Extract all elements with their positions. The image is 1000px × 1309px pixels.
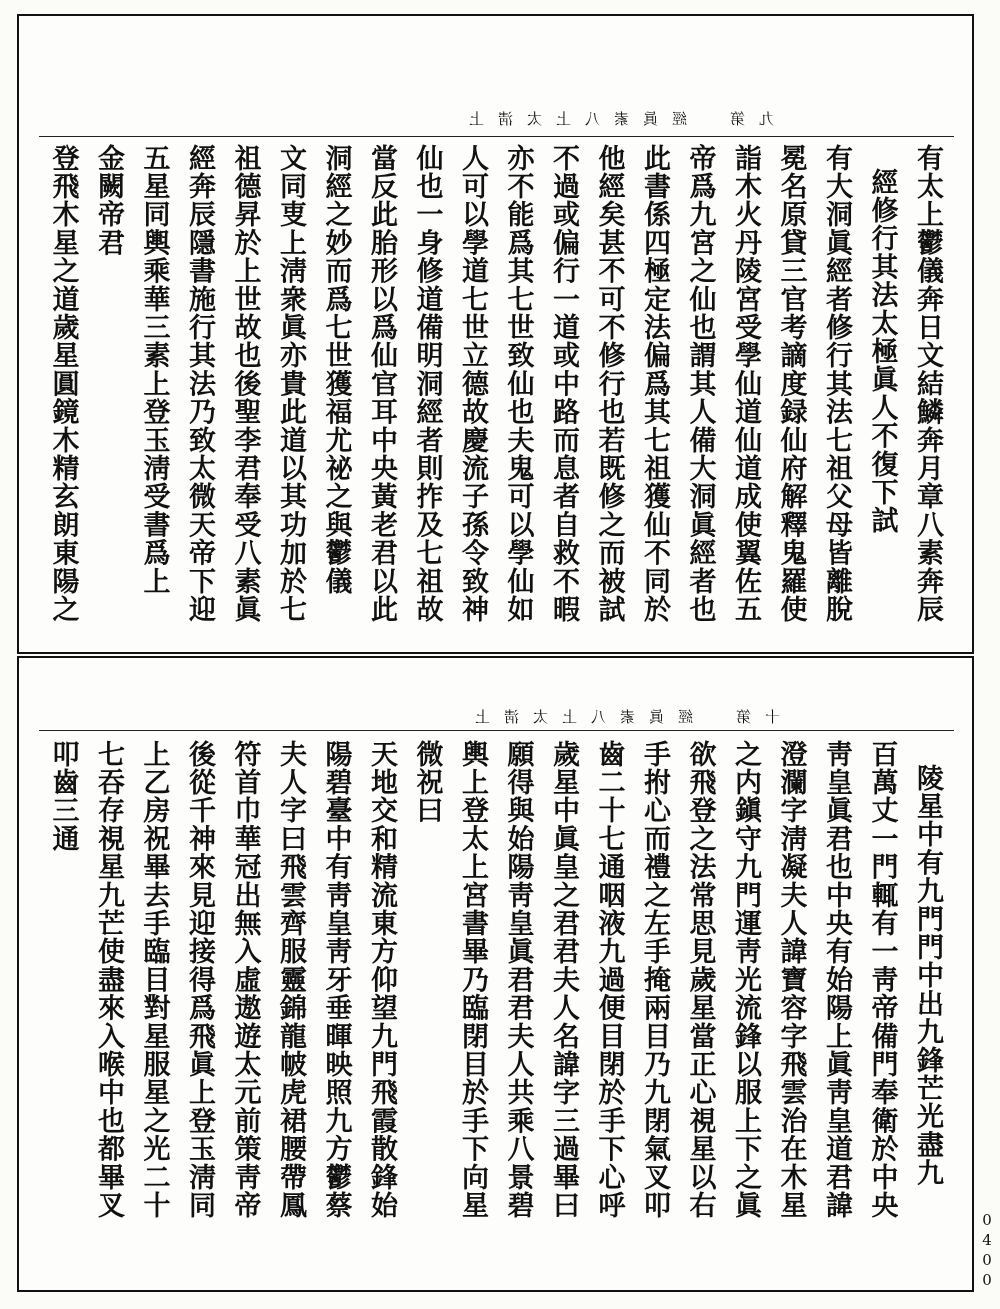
text-column: 登飛木星之道歲星圓鏡木精玄朗東陽之: [47, 144, 79, 624]
text-column: 人可以學道七世立德故慶流子孫令致神: [457, 144, 488, 624]
text-column: 願得與始陽靑皇眞君君夫人共乘八景碧: [502, 740, 534, 1220]
text-column: 冕名原貸三官考謫度録仙府解釋鬼羅使: [775, 144, 807, 624]
text-column: 輿上登太上宮書畢乃臨閉目於手下向星: [457, 740, 488, 1220]
header-rule: [39, 730, 954, 731]
text-column: 後從千神來見迎接得爲飛眞上登玉淸同: [184, 740, 215, 1220]
text-column: 符首巾華冠出無入虛遨遊太元前策靑帝: [229, 740, 261, 1220]
text-column: 天地交和精流東方仰望九門飛霞散鋒始: [366, 740, 397, 1220]
text-column: 亦不能爲其七世致仙也夫鬼可以學仙如: [502, 144, 534, 624]
text-column: 仙也一身修道備明洞經者則拃及七祖故: [411, 144, 443, 624]
text-column: 有大洞眞經者修行其法七祖父母皆離脫: [821, 144, 852, 624]
page-number: 0400: [978, 1211, 996, 1291]
text-column: 靑皇眞君也中央有始陽上眞靑皇道君諱: [821, 740, 852, 1220]
text-column: 齒二十七通咽液九過便目閉於手下心呼: [593, 740, 625, 1220]
text-column: 百萬丈一門輒有一靑帝備門奉衛於中央: [866, 740, 898, 1220]
text-column: 手拊心而禮之左手掩兩目乃九閉氣叉叩: [639, 740, 670, 1220]
text-column: 叩齒三通: [47, 740, 79, 853]
text-column: 當反此胎形以爲仙官耳中央黃老君以此: [366, 144, 397, 624]
text-column: 不過或偏行一道或中路而息者自救不暇: [548, 144, 579, 624]
text-column: 陽碧臺中有靑皇靑牙垂暉映照九方鬱蔡: [320, 740, 352, 1220]
text-column: 此書係四極定法偏爲其七祖獲仙不同於: [639, 144, 670, 624]
text-column: 欲飛登之法常思見歲星當正心視星以右: [684, 740, 716, 1220]
text-column: 有太上鬱儀奔日文結鱗奔月章八素奔辰: [912, 144, 943, 624]
text-column: 他經矣甚不可不修行也若既修之而被試: [593, 144, 625, 624]
text-columns: [40, 144, 950, 644]
text-column: 微祝曰: [411, 740, 443, 825]
text-column: 詣木火丹陵宮受學仙道仙道成使翼佐五: [730, 144, 761, 624]
text-column: 文同叓上淸衆眞亦貴此道以其功加於七: [275, 144, 306, 624]
lower-page: [17, 656, 974, 1292]
upper-page: [17, 14, 974, 654]
text-column: 歲星中眞皇之君君夫人名諱字三過畢曰: [548, 740, 579, 1220]
text-column: 七吞存視星九芒使盡來入喉中也都畢叉: [93, 740, 124, 1220]
text-column: 洞經之妙而爲七世獲福尤祕之與鬱儀: [320, 144, 352, 596]
page-header: 上淸太上八素眞經 第十: [460, 708, 780, 726]
text-column: 澄瀾字淸凝夫人諱寶容字飛雲治在木星: [775, 740, 807, 1220]
text-column: 金闕帝君: [93, 144, 124, 257]
text-columns: [40, 740, 950, 1280]
text-column: 經修行其法太極眞人不復下試: [866, 168, 898, 535]
text-column: 上乙房祝畢去手臨目對星服星之光二十: [138, 740, 170, 1220]
text-column: 帝爲九宮之仙也謂其人備大洞眞經者也: [684, 144, 716, 624]
text-column: 祖德昇於上世故也後聖李君奉受八素眞: [229, 144, 261, 624]
header-rule: [39, 136, 954, 137]
text-column: 經奔辰隱書施行其法乃致太微天帝下迎: [184, 144, 215, 624]
text-column: 之内鎭守九門運靑光流鋒以服上下之眞: [730, 740, 761, 1220]
text-column: 夫人字曰飛雲齊服靈錦龍帔虎裙腰帶鳳: [275, 740, 306, 1220]
text-column: 五星同輿乘華三素上登玉淸受書爲上: [138, 144, 170, 596]
page-header: 上淸太上八素眞經 第九: [454, 110, 774, 128]
text-column: 陵星中有九門門中出九鋒芒光盡九: [912, 764, 943, 1187]
